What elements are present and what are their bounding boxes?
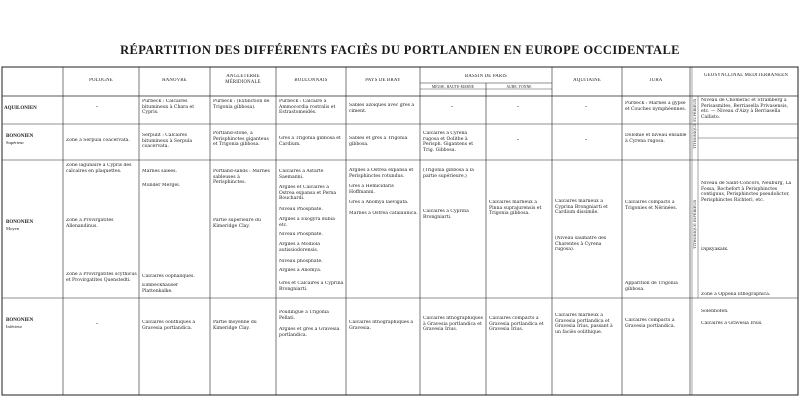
col-header-geosynclinal: GÉOSYNCLINAL MÉDITERRANÉEN <box>703 73 789 78</box>
cell-aquilonien-jura: Purbeck : Marnes à gypse et Couches nymphéennes. <box>625 101 687 112</box>
cell-moyen-hanovre-1: Marnes salées. <box>142 169 177 174</box>
cell-superieur-meuse: Calcaires à Cyrena rugosa et Oolithe à Perisph. Gigantens et Trig. Gibbosa. <box>423 131 474 153</box>
col-subheader-aube: AUBE, YONNE <box>506 85 532 89</box>
cell-inferieur-aquitaine: Calcaires marneux à Gravesia portlandica et Gravesia Irius, passant à un faciès oolithique. <box>555 313 613 335</box>
cell-superieur-angleterre: Portland-stone, à Perisphinctes giganteus et Trigonia gibbosa. <box>213 131 269 148</box>
vertical-label-upper: TITHONIQUE SUPÉRIEUR <box>693 99 697 149</box>
cell-aquilonien-bray: Sables azoïques avec grès à ciment. <box>349 103 415 114</box>
cell-inferieur-jura: Calcaires compacts à Gravesia portlandica. <box>625 318 676 329</box>
dash-marker: - <box>96 320 99 327</box>
cell-inferieur-aube: Calcaires compacts à Gravesia portlandica et Gravesia Irius. <box>489 316 544 333</box>
cell-aquilonien-hanovre: Purbeck : Calcaires bitumineux à Chara et Cypris. <box>142 99 195 116</box>
vertical-label-lower: TITHONIQUE INFÉRIEUR <box>693 200 697 249</box>
cell-moyen-boulonnais-6: Argiles à Modiola autissiodorensis. <box>279 242 320 253</box>
stage-bononien-superieur: BONONIEN Supérieur <box>6 134 34 145</box>
cell-moyen-pologne-2: Zone à Provirgatites Allenandinus. <box>66 218 114 229</box>
cell-superieur-hanovre: Serpulit : Calcaires bitumineux à Serpula coacervata. <box>142 133 193 150</box>
cell-inferieur-boulonnais-2: Argiles et grès à Gravesia portlandica. <box>279 327 340 338</box>
cell-superieur-boulonnais: Grès à Trigonia gibbosa et Cardium. <box>279 136 341 147</box>
cell-inferieur-hanovre: Calcaires oolithiques à Gravesia portlandica. <box>142 320 196 331</box>
col-subheader-meuse: MEUSE, HAUTE-MARNE <box>431 85 475 89</box>
cell-inferieur-boulonnais-1: Poudingue à Trigonia Pellati. <box>279 310 329 321</box>
cell-moyen-boulonnais-7: Niveau phosphaté. <box>279 259 323 264</box>
cell-inferieur-bray: Calcaires lithographiques à Gravesia. <box>349 320 414 331</box>
cell-moyen-boulonnais-2: Argiles et Calcaires à Ostrea expansa et Perna Bouchardi. <box>279 185 337 202</box>
cell-moyen-bray-1: Argiles à Ostrea expansa et Perisphinctes rotundus. <box>349 168 414 179</box>
cell-moyen-aquitaine-2: (Niveau saumâtre des Charentes à Cyrena rugosa). <box>555 236 607 253</box>
col-header-paris: BASSIN DE PARIS <box>464 74 507 79</box>
cell-moyen-aube: Calcaires marneux à Pinna suprajurensis et Trigonia gibbosa. <box>489 200 542 217</box>
dash-marker: - <box>585 136 588 143</box>
cell-moyen-geosynclinal-2: Dipkyakalk. <box>701 247 729 252</box>
cell-moyen-jura-1: Calcaires compacts à Trigonies et Nérinées. <box>625 200 678 211</box>
dash-marker: - <box>451 103 454 110</box>
cell-aquilonien-geosynclinal: Niveau de Chomérac et Stramberg à Perisasmites, Berriasella Privasensis, etc. — Niveau d'Aizy à Berriasella Callisto. <box>701 98 789 120</box>
col-header-jura: JURA <box>649 78 663 83</box>
cell-moyen-boulonnais-9: Grès et Calcaires à Cyprina Brongniarti. <box>279 281 344 292</box>
col-header-bray: PAYS DE BRAY <box>365 78 401 83</box>
cell-superieur-pologne: Zone à Serpula coacervata. <box>66 138 130 143</box>
cell-moyen-bray-4: Marnes à Ostrea catalaunica. <box>349 211 418 216</box>
cell-superieur-bray: Sables et grès à Trigonia gibbosa. <box>349 136 408 147</box>
cell-moyen-boulonnais-4: Argiles à Exogyra dubia etc. <box>279 217 335 228</box>
col-header-aquitaine: AQUITAINE <box>573 78 601 83</box>
col-header-pologne: POLOGNE <box>89 78 113 83</box>
cell-inferieur-meuse: Calcaires lithographiques à Gravesia portlandica et Gravesia Irius. <box>423 316 483 333</box>
dash-marker: - <box>517 136 520 143</box>
cell-moyen-meuse-2: Calcaires à Cyprina Brongniarti. <box>423 209 469 220</box>
dash-marker: - <box>585 103 588 110</box>
cell-moyen-bray-3: Grès à Anomya laevigata. <box>349 200 409 205</box>
cell-moyen-geosynclinal-1: Niveau de Saint-Concors, Neuburg, La Fossa, Rochefort à Perisphinctes contiguus, Perisphinctes pseudolictor, Perisphinctes Richteri, etc. <box>701 181 792 203</box>
cell-moyen-boulonnais-8: Argiles à Anomya. <box>279 268 322 273</box>
cell-inferieur-angleterre: Partie moyenne du Kimeridge Clay. <box>213 320 257 331</box>
cell-inferieur-geosynclinal-3: Calcaires à Gravesia Irius. <box>701 321 763 326</box>
cell-moyen-hanovre-2: Münder Mergel. <box>142 183 181 188</box>
cell-moyen-boulonnais-3: Niveau Phosphaté. <box>279 207 323 212</box>
cell-moyen-pologne-1: Zone lagunaire à Cypris des calcaires en plaquettes. <box>66 163 132 174</box>
cell-moyen-boulonnais-5: Niveau Phosphaté. <box>279 232 323 237</box>
col-header-angleterre: ANGLETERRE MÉRIDIONALE <box>225 74 261 85</box>
cell-moyen-hanovre-4: Eimbeckhäuser Plattenkalke. <box>142 283 179 294</box>
cell-moyen-aquitaine-1: Calcaires marneux à Cyprina Brongniarti et Cardium dissimile. <box>555 199 608 216</box>
cell-superieur-jura: Dolomie et niveau ensablé à Cyrena rugosa. <box>625 133 687 144</box>
cell-aquilonien-angleterre: Purbeck : (Extinction de Trigonia gibbosa). <box>213 99 270 110</box>
cell-moyen-boulonnais-1: Calcaires à Astarte Saemanni. <box>279 169 324 180</box>
cell-moyen-meuse-1: (Trigonia gibbosa à la partie supérieure.) <box>423 168 474 179</box>
col-header-boulonnais: BOULONNAIS <box>294 78 328 83</box>
cell-moyen-angleterre-1: Portland-sands : Marnes sableuses à Perisphinctes. <box>213 169 270 186</box>
stage-bononien-inferieur: BONONIEN Inférieur <box>6 318 34 329</box>
dash-marker: - <box>517 103 520 110</box>
cell-inferieur-geosynclinal-2: Solenhofen. <box>701 309 729 314</box>
cell-aquilonien-boulonnais: Purbeck : Calcaire à Ammocordia rostralis et Estrastomeidés. <box>279 99 336 116</box>
cell-inferieur-geosynclinal-1: Zone à Oppelia lithographica. <box>701 292 771 297</box>
stage-aquilonien: AQUILONIEN <box>4 106 37 111</box>
cell-moyen-pologne-3: Zone à Provirgatites scythicus et Provirgatites Quenstedti. <box>66 272 137 283</box>
cell-moyen-jura-2: Apparition de Trigonia gibbosa. <box>625 281 678 292</box>
stage-bononien-moyen: BONONIEN Moyen <box>6 220 34 231</box>
col-header-hanovre: HANOVRE <box>162 78 187 83</box>
cell-moyen-bray-2: Grès à Hemicidaris Hoffmanni. <box>349 184 394 195</box>
page-title: RÉPARTITION DES DIFFÉRENTS FACIÈS DU PORTLANDIEN EN EUROPE OCCIDENTALE <box>120 43 680 57</box>
cell-moyen-hanovre-3: Calcaires oophaliques. <box>142 274 195 279</box>
cell-moyen-angleterre-2: Partie supérieure du Kimeridge Clay. <box>213 218 261 229</box>
dash-marker: - <box>96 103 99 110</box>
